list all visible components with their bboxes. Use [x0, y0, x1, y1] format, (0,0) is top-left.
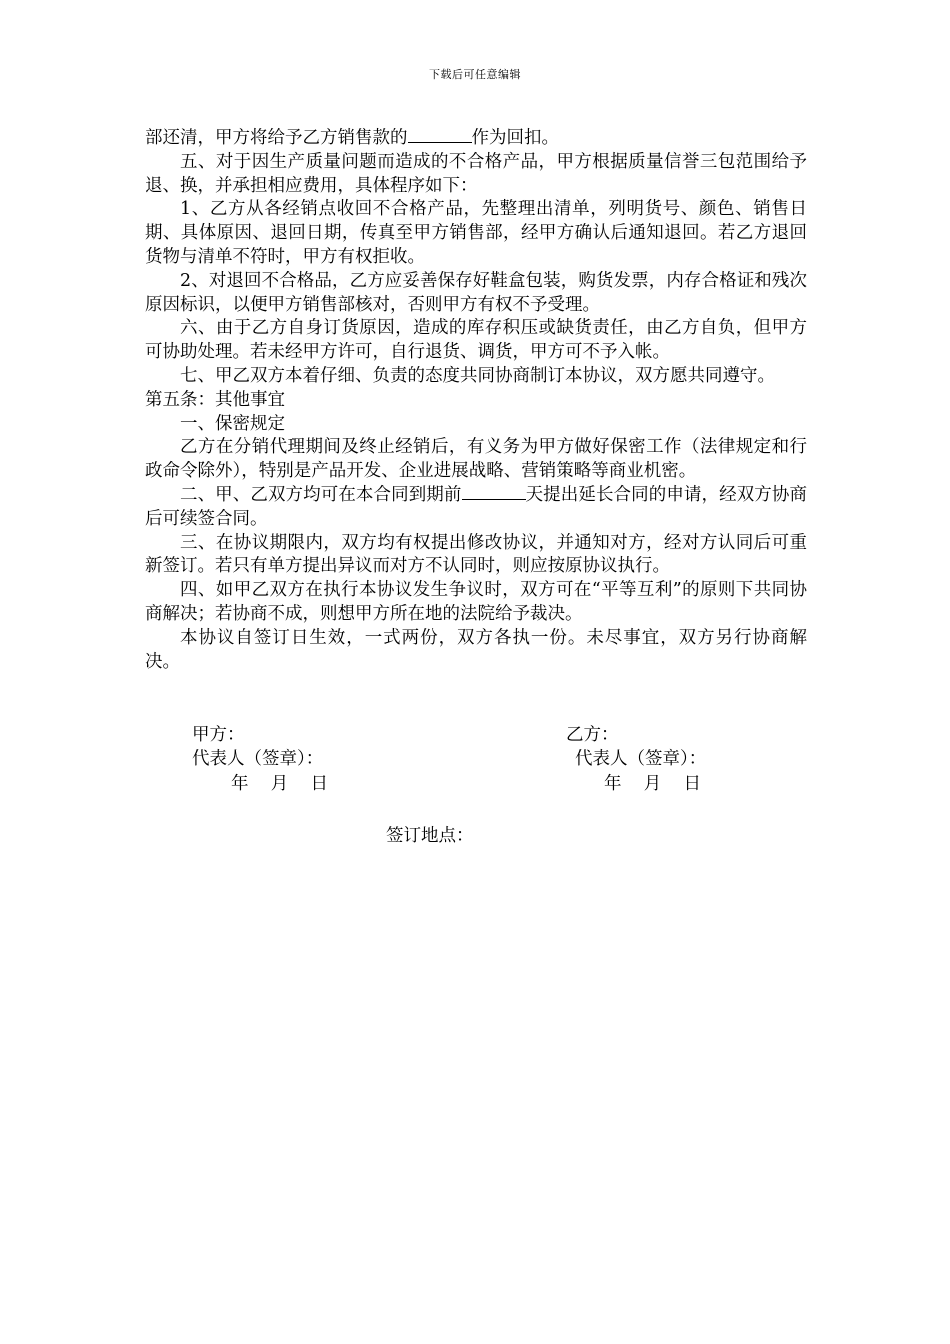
- page-header: 下载后可任意编辑: [429, 68, 521, 81]
- rebate-blank-field: [408, 127, 472, 143]
- paragraph-rebate-text: 部还清，甲方将给予乙方销售款的: [145, 128, 408, 148]
- paragraph-rebate-tail: 作为回扣。: [471, 128, 559, 148]
- paragraph-return-step-1: 1、乙方从各经销点收回不合格产品，先整理出清单，列明货号、颜色、销售日期、具体原因、退回日期，传真至甲方销售部，经甲方确认后通知退回。若乙方退回货物与清单不符时，甲方有权拒收。: [145, 199, 807, 267]
- signing-place: 签订地点：: [386, 826, 474, 846]
- paragraph-quality-returns: 五、对于因生产质量问题而造成的不合格产品，甲方根据质量信誉三包范围给予退、换，并承担相应费用，具体程序如下：: [145, 151, 807, 196]
- paragraph-return-step-2: 2、对退回不合格品，乙方应妥善保存好鞋盒包装，购货发票，内存合格证和残次原因标识，以便甲方销售部核对，否则甲方有权不予受理。: [145, 270, 807, 315]
- subheading-confidentiality: 一、保密规定: [180, 413, 285, 434]
- party-b-date: 年 月 日: [604, 774, 702, 794]
- party-a-date: 年 月 日: [231, 774, 329, 794]
- paragraph-mutual-agreement: 七、甲乙双方本着仔细、负责的态度共同协商制订本协议，双方愿共同遵守。: [180, 365, 775, 386]
- renewal-days-blank-field: [462, 484, 526, 500]
- party-a-representative: 代表人（签章）：: [192, 749, 324, 769]
- section-heading-article-5: 第五条：其他事宜: [145, 389, 285, 410]
- party-b-label: 乙方：: [566, 725, 619, 745]
- paragraph-renewal: [145, 484, 807, 532]
- paragraph-renewal-tail: 天提出延长合同的申请，经双方协商后可续签合同。: [145, 484, 807, 529]
- paragraph-effectiveness: 本协议自签订日生效，一式两份，双方各执一份。未尽事宜，双方另行协商解决。: [145, 627, 807, 672]
- party-b-representative: 代表人（签章）：: [575, 749, 707, 769]
- paragraph-dispute: 四、如甲乙双方在执行本协议发生争议时，双方可在“平等互利”的原则下共同协商解决；若协商不成，则想甲方所在地的法院给予裁决。: [145, 580, 807, 624]
- paragraph-amendment: 三、在协议期限内，双方均有权提出修改协议，并通知对方，经对方认同后可重新签订。若只有单方提出异议而对方不认同时，则应按原协议执行。: [145, 532, 807, 577]
- contract-body: [145, 127, 807, 674]
- paragraph-renewal-text: 二、甲、乙双方均可在本合同到期前: [180, 484, 462, 505]
- party-a-label: 甲方：: [192, 725, 245, 745]
- paragraph-rebate: [145, 127, 807, 151]
- paragraph-confidentiality: 乙方在分销代理期间及终止经销后，有义务为甲方做好保密工作（法律规定和行政命令除外），特别是产品开发、企业进展战略、营销策略等商业机密。: [145, 437, 807, 482]
- paragraph-inventory-responsibility: 六、由于乙方自身订货原因，造成的库存积压或缺货责任，由乙方自负，但甲方可协助处理。若未经甲方许可，自行退货、调货，甲方可不予入帐。: [145, 318, 807, 363]
